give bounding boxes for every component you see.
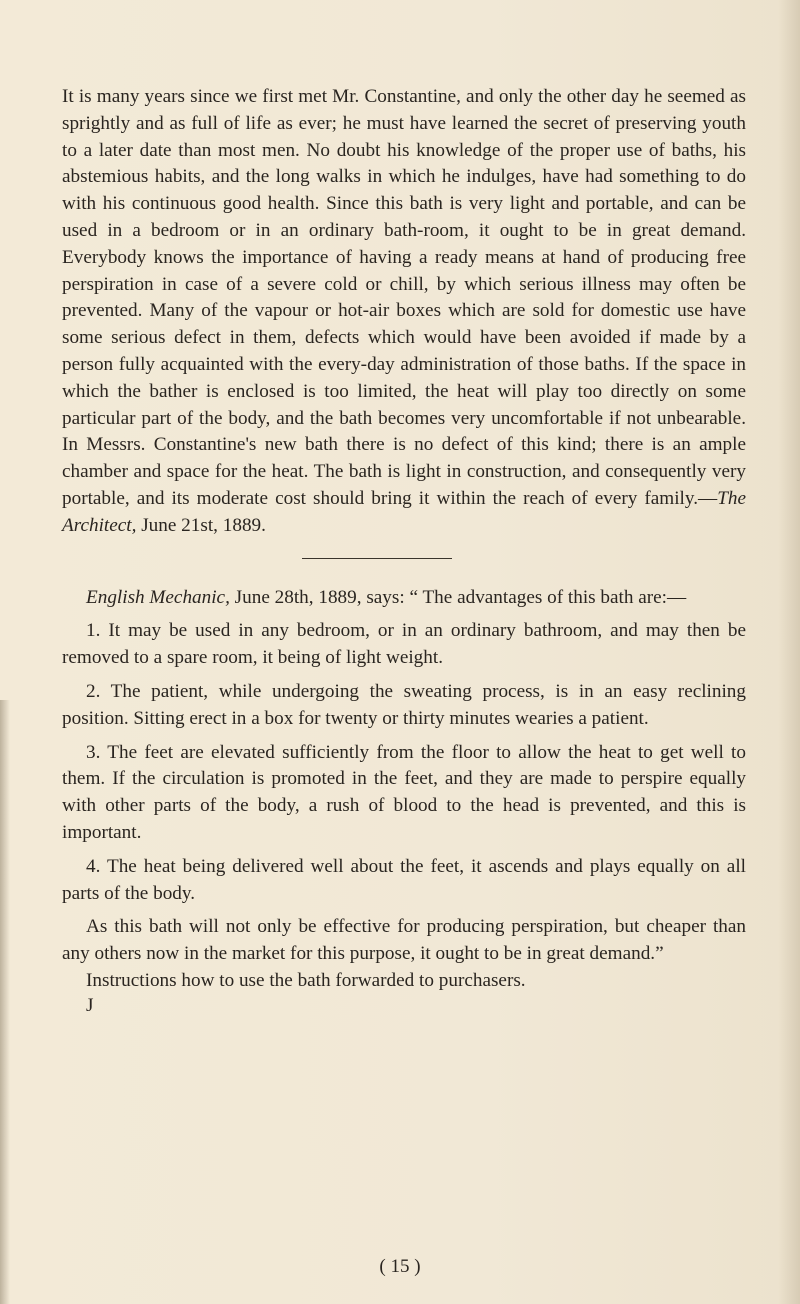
article-body: It is many years since we first met Mr. Constantine, and only the other day he seemed as sprightly and as full of life as ever; he must have learned the secret of preserving youth to a later date than most men. No doubt his knowledge of the proper use of baths, his abstemious habits, and the long walks in which he indulges, have had something to do with his continuous good health. Since this bath is very light and portable, and can be used in a bedroom or in an ordinary bath-room, it ought to be in great demand. Everybody knows the importance of having a ready means at hand of producing free perspiration in case of a severe cold or chill, by which serious illness may often be prevented. Many of the vapour or hot-air boxes which are sold for domestic use have some serious defect in them, defects which would have been avoided if made by a person fully acquainted with the every-day administration of those baths. If the space in which the bather is enclosed is too limited, the heat will play too directly on some particular part of the body, and the bath becomes very uncomfortable if not unbearable. In Messrs. Constantine's new bath there is no defect of this kind; there is an ample chamber and space for the heat. The bath is light in construction, and consequently very portable, and its moderate cost should bring it within the reach of every family.—	[62, 86, 746, 509]
list-item: 4. The heat being delivered well about the feet, it ascends and plays equally on all parts of the body.	[62, 855, 746, 904]
article-date: June 21st, 1889.	[141, 514, 266, 536]
list-item: 1. It may be used in any bedroom, or in an ordinary bathroom, and may then be removed to a spare room, it being of light weight.	[62, 620, 746, 669]
page-shadow-right	[778, 0, 800, 1304]
list-item: 3. The feet are elevated sufficiently from the floor to allow the heat to get well to them. If the circulation is promoted in the feet, and they are made to perspire equally with other parts of the body, a rush of blood to the head is prevented, and this is important.	[62, 741, 746, 843]
section-divider	[302, 558, 452, 559]
article-paragraph	[62, 84, 746, 540]
quote-intro-paragraph	[62, 585, 746, 612]
list-item: 2. The patient, while undergoing the sweating process, is in an easy reclining position. Sitting erect in a box for twenty or thirty minutes wearies a patient.	[62, 680, 746, 729]
page-number: ( 15 )	[379, 1256, 421, 1277]
instructions-note: Instructions how to use the bath forwarded to purchasers.	[86, 969, 526, 991]
quote-source: English Mechanic,	[86, 586, 230, 608]
quote-intro: June 28th, 1889, says: “ The advantages of this bath are:—	[234, 586, 687, 608]
signature-mark: J	[86, 994, 94, 1016]
quote-closing: As this bath will not only be effective for producing perspiration, but cheaper than any others now in the market for this purpose, it ought to be in great demand.”	[62, 916, 746, 965]
article-source: The Architect,	[62, 487, 746, 536]
page-text	[62, 84, 746, 1017]
page-shadow-left	[0, 700, 10, 1304]
